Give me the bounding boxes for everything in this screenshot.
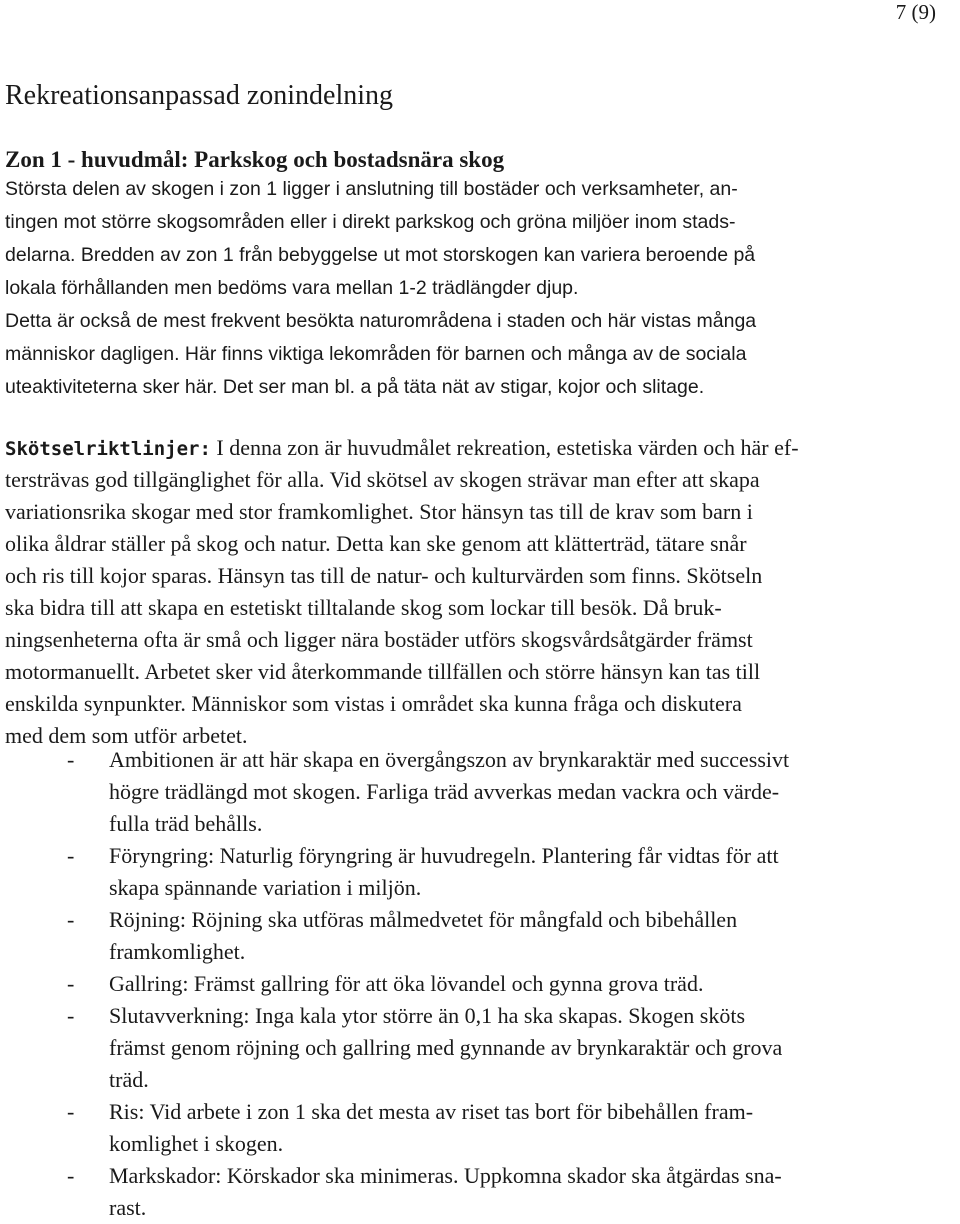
bullet-dash: - [67,1003,75,1028]
guidelines-line: enskilda synpunkter. Människor som vistas i området ska kunna fråga och diskutera [5,691,742,716]
bullet-line: framkomlighet. [109,939,246,964]
guideline-bullet-list [0,744,960,1224]
page-number: 7 (9) [895,0,936,24]
guidelines-text: I denna zon är huvudmålet rekreation, estetiska värden och här ef- [210,435,799,460]
guidelines-line: och ris till kojor sparas. Hänsyn tas till de natur- och kulturvärden som finns. Skötseln [5,563,763,588]
intro-line: tingen mot större skogsområden eller i direkt parkskog och gröna miljöer inom stads- [5,211,736,233]
guidelines-line: variationsrika skogar med stor framkomlighet. Stor hänsyn tas till de krav som barn i [5,499,753,524]
intro-line: Största delen av skogen i zon 1 ligger i anslutning till bostäder och verksamheter, an- [5,178,738,200]
bullet-line: främst genom röjning och gallring med gynnande av brynkaraktär och grova [109,1035,783,1060]
bullet-line: träd. [109,1067,149,1092]
intro-line: lokala förhållanden men bedöms vara mellan 1-2 trädlängder djup. [5,277,579,299]
bullet-line: Röjning: Röjning ska utföras målmedvetet för mångfald och bibehållen [109,907,738,932]
bullet-dash: - [67,843,75,868]
bullet-dash: - [67,907,75,932]
guidelines-line: med dem som utför arbetet. [5,723,248,748]
guidelines-line: motormanuellt. Arbetet sker vid återkommande tillfällen och större hänsyn kan tas till [5,659,761,684]
list-item [0,1160,960,1224]
intro-paragraph [5,173,950,404]
guidelines-first-line [5,432,955,464]
bullet-line: Ambitionen är att här skapa en övergångszon av brynkaraktär med successivt [109,747,790,772]
bullet-dash: - [67,747,75,772]
guidelines-line: tersträvas god tillgänglighet för alla. Vid skötsel av skogen strävar man efter att skapa [5,467,760,492]
bullet-line: komlighet i skogen. [109,1131,284,1156]
list-item [0,1000,960,1096]
bullet-line: skapa spännande variation i miljön. [109,875,422,900]
guidelines-line: ska bidra till att skapa en estetiskt tilltalande skog som lockar till besök. Då bruk- [5,595,722,620]
bullet-line: Gallring: Främst gallring för att öka lövandel och gynna grova träd. [109,971,704,996]
bullet-line: Markskador: Körskador ska minimeras. Uppkomna skador ska åtgärdas sna- [109,1163,782,1188]
bullet-dash: - [67,1099,75,1124]
bullet-line: Föryngring: Naturlig föryngring är huvudregeln. Plantering får vidtas för att [109,843,779,868]
zone-heading: Zon 1 - huvudmål: Parkskog och bostadsnära skog [5,147,505,172]
list-item [0,840,960,904]
guidelines-line: olika åldrar ställer på skog och natur. Detta kan ske genom att klätterträd, tätare snår [5,531,747,556]
intro-line: Detta är också de mest frekvent besökta naturområdena i staden och här vistas många [5,310,757,332]
bullet-line: högre trädlängd mot skogen. Farliga träd avverkas medan vackra och värde- [109,779,780,804]
bullet-line: Slutavverkning: Inga kala ytor större än 0,1 ha ska skapas. Skogen sköts [109,1003,746,1028]
bullet-line: Ris: Vid arbete i zon 1 ska det mesta av riset tas bort för bibehållen fram- [109,1099,754,1124]
guidelines-line: ningsenheterna ofta är små och ligger nära bostäder utförs skogsvårdsåtgärder främst [5,627,753,652]
intro-line: delarna. Bredden av zon 1 från bebyggelse ut mot storskogen kan variera beroende på [5,244,756,266]
bullet-dash: - [67,1163,75,1188]
list-item [0,744,960,840]
guidelines-label: Skötselriktlinjer: [5,438,211,460]
bullet-dash: - [67,971,75,996]
list-item [0,904,960,968]
intro-line: människor dagligen. Här finns viktiga lekområden för barnen och många av de sociala [5,343,747,365]
intro-line: uteaktiviteterna sker här. Det ser man bl. a på täta nät av stigar, kojor och slitage. [5,376,705,398]
bullet-line: fulla träd behålls. [109,811,263,836]
page-title: Rekreationsanpassad zonindelning [5,80,394,111]
list-item [0,968,960,1000]
bullet-line: rast. [109,1195,147,1220]
guidelines-paragraph [5,432,955,752]
list-item [0,1096,960,1160]
